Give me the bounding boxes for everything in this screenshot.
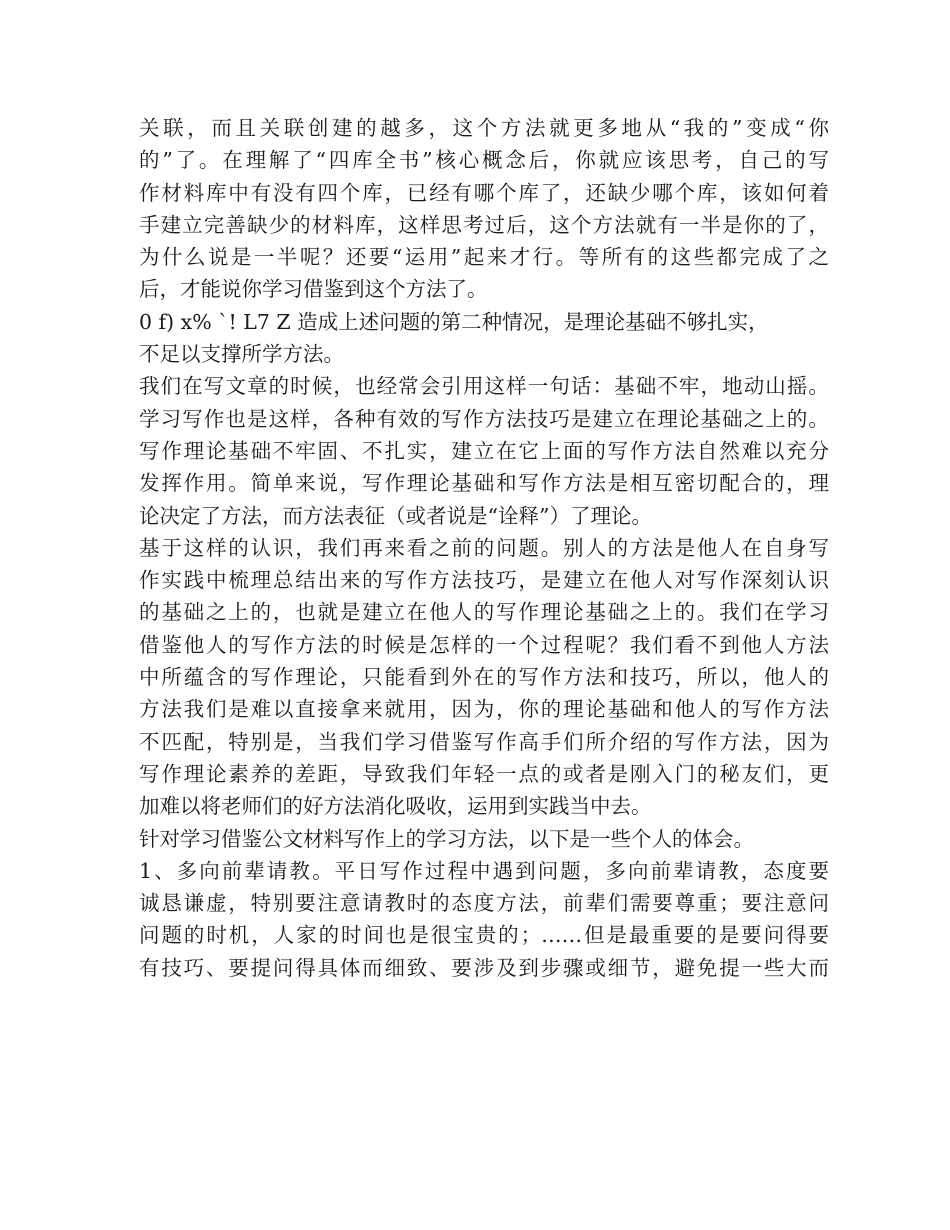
text-line: 的基础之上的，也就是建立在他人的写作理论基础之上的。我们在学习 bbox=[139, 600, 829, 625]
text-line: 学习写作也是这样，各种有效的写作方法技巧是建立在理论基础之上的。 bbox=[139, 406, 829, 431]
text-line: 的”了。在理解了“四库全书”核心概念后，你就应该思考，自己的写 bbox=[139, 148, 829, 173]
text-line: 写作理论基础不牢固、不扎实，建立在它上面的写作方法自然难以充分 bbox=[139, 438, 829, 463]
text-line: 作材料库中有没有四个库，已经有哪个库了，还缺少哪个库，该如何着 bbox=[139, 180, 829, 205]
text-line: 不匹配，特别是，当我们学习借鉴写作高手们所介绍的写作方法，因为 bbox=[139, 729, 829, 754]
text-line: 关联，而且关联创建的越多，这个方法就更多地从“我的”变成“你 bbox=[139, 116, 829, 140]
document-body bbox=[139, 112, 829, 984]
text-line: 手建立完善缺少的材料库，这样思考过后，这个方法就有一半是你的了， bbox=[139, 212, 829, 237]
text-line: 针对学习借鉴公文材料写作上的学习方法，以下是一些个人的体会。 bbox=[139, 826, 754, 851]
text-line: 写作理论素养的差距，导致我们年轻一点的或者是刚入门的秘友们，更 bbox=[139, 761, 829, 786]
text-line: 发挥作用。简单来说，写作理论基础和写作方法是相互密切配合的，理 bbox=[139, 471, 829, 496]
text-line: 为什么说是一半呢？还要“运用”起来才行。等所有的这些都完成了之 bbox=[139, 245, 829, 270]
text-line: 不足以支撑所学方法。 bbox=[139, 342, 344, 367]
text-line: 诚恳谦虚，特别要注意请教时的态度方法，前辈们需要尊重；要注意问 bbox=[139, 891, 829, 916]
text-line: 问题的时机，人家的时间也是很宝贵的；……但是最重要的是要问得要 bbox=[139, 923, 829, 948]
text-line: 1、多向前辈请教。平日写作过程中遇到问题，多向前辈请教，态度要 bbox=[139, 858, 829, 883]
text-line: 我们在写文章的时候，也经常会引用这样一句话：基础不牢，地动山摇。 bbox=[139, 374, 829, 399]
text-line: 基于这样的认识，我们再来看之前的问题。别人的方法是他人在自身写 bbox=[139, 535, 829, 560]
text-line: 中所蕴含的写作理论，只能看到外在的写作方法和技巧，所以，他人的 bbox=[139, 665, 829, 690]
text-line: 作实践中梳理总结出来的写作方法技巧，是建立在他人对写作深刻认识 bbox=[139, 568, 829, 593]
text-line: 后，才能说你学习借鉴到这个方法了。 bbox=[139, 277, 488, 302]
text-line: 论决定了方法，而方法表征（或者说是“诠释”）了理论。 bbox=[139, 503, 652, 528]
text-line: 借鉴他人的写作方法的时候是怎样的一个过程呢？我们看不到他人方法 bbox=[139, 632, 829, 657]
text-line: 有技巧、要提问得具体而细致、要涉及到步骤或细节，避免提一些大而 bbox=[139, 955, 829, 980]
text-line: 加难以将老师们的好方法消化吸收，运用到实践当中去。 bbox=[139, 794, 652, 819]
text-line: 0 f) x% `! L7 Z 造成上述问题的第二种情况，是理论基础不够扎实， bbox=[139, 309, 769, 334]
text-line: 方法我们是难以直接拿来就用，因为，你的理论基础和他人的写作方法 bbox=[139, 697, 829, 722]
